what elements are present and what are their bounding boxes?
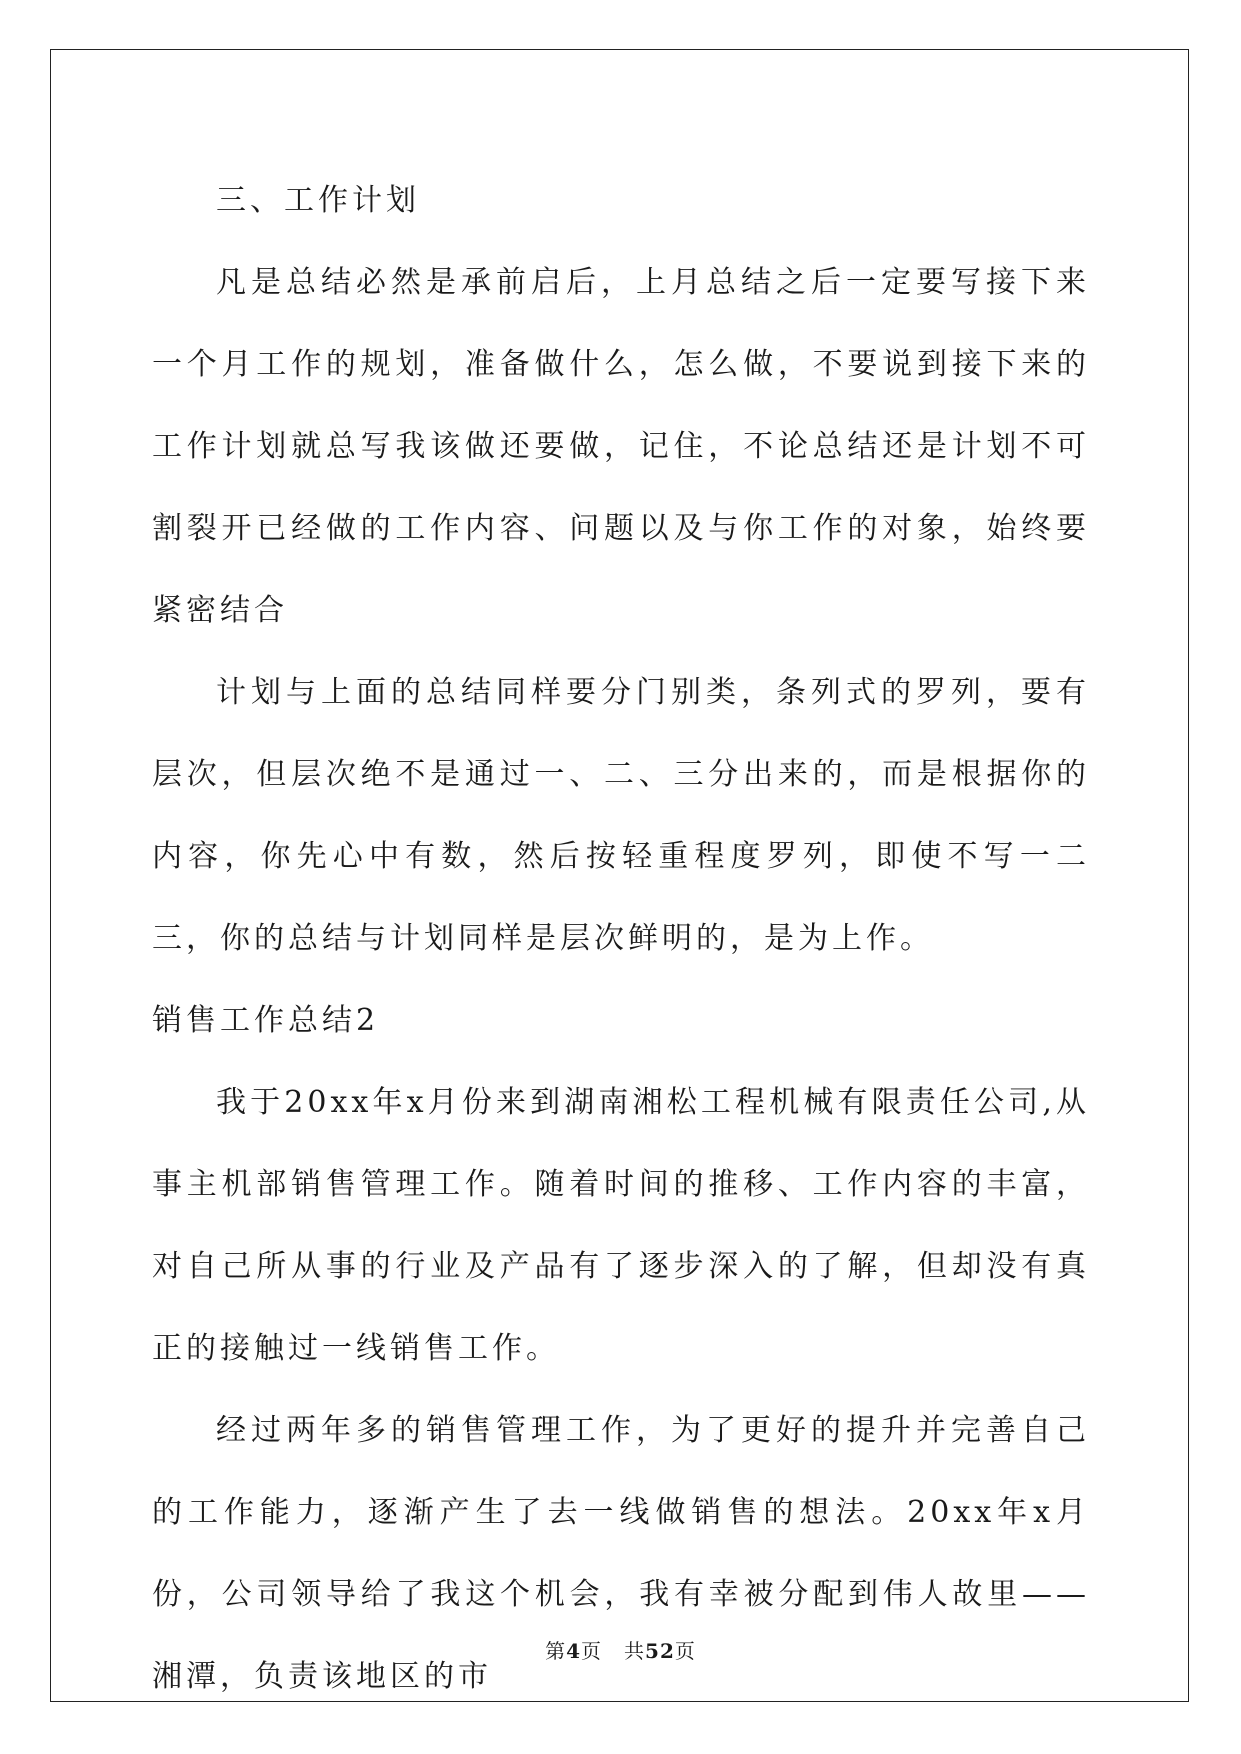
total-suffix: 页 [674,1639,696,1663]
page-number: 4 [566,1639,582,1663]
paragraph: 凡是总结必然是承前启后，上月总结之后一定要写接下来一个月工作的规划，准备做什么，怎么做，不要说到接下来的工作计划就总写我该做还要做，记住，不论总结还是计划不可割裂开已经做的工作内容、问题以及与你工作的对象，始终要紧密结合 [152,265,1090,628]
total-prefix: 共 [624,1639,646,1663]
section-heading: 三、工作计划 [216,183,420,218]
paragraph: 计划与上面的总结同样要分门别类，条列式的罗列，要有层次，但层次绝不是通过一、二、三分出来的，而是根据你的内容，你先心中有数，然后按轻重程度罗列，即使不写一二三，你的总结与计划同样是层次鲜明的，是为上作。 [152,675,1090,956]
paragraph: 经过两年多的销售管理工作，为了更好的提升并完善自己的工作能力，逐渐产生了去一线做销售的想法。20xx年x月份，公司领导给了我这个机会，我有幸被分配到伟人故里——湘潭，负责该地区的市 [152,1413,1090,1694]
article-title: 销售工作总结2 [152,1003,380,1038]
page-suffix: 页 [581,1639,603,1663]
page-footer [0,1635,1241,1664]
document-body [152,160,1090,1718]
total-pages: 52 [645,1639,675,1663]
paragraph: 我于20xx年x月份来到湖南湘松工程机械有限责任公司,从事主机部销售管理工作。随着时间的推移、工作内容的丰富，对自己所从事的行业及产品有了逐步深入的了解，但却没有真正的接触过一线销售工作。 [152,1085,1090,1366]
page-prefix: 第 [545,1639,567,1663]
